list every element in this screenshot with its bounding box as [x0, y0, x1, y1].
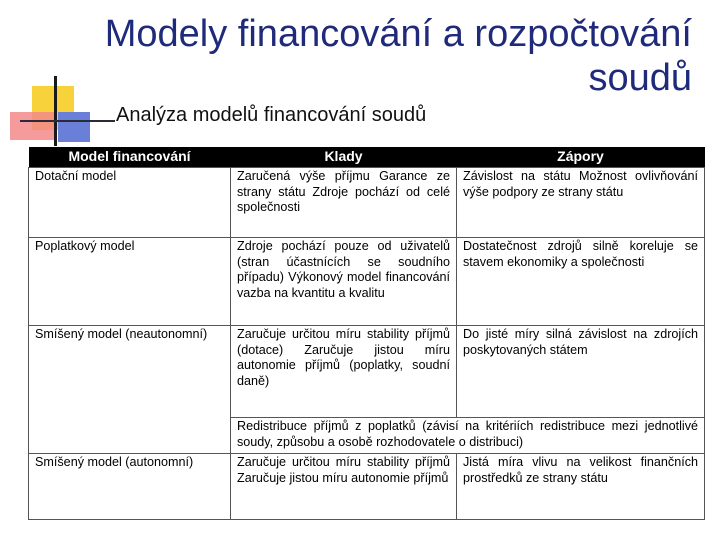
header-klady: Klady [231, 147, 457, 168]
cell-klady: Zdroje pochází pouze od uživatelů (stran účastnících se soudního případu) Výkonový model financování vazba na kvantitu a kvalitu [231, 238, 457, 326]
decor-horizontal-line [20, 120, 115, 122]
cell-model: Smíšený model (autonomní) [29, 454, 231, 520]
table-row [29, 454, 705, 520]
cell-zapory: Závislost na státu Možnost ovlivňování výše podpory ze strany státu [457, 168, 705, 238]
cell-model: Smíšený model (neautonomní) [29, 326, 231, 454]
table-header-row [29, 147, 705, 168]
slide-title: Modely financování a rozpočtování soudů [104, 13, 692, 99]
table-row [29, 326, 705, 418]
cell-klady: Zaručuje určitou míru stability příjmů (dotace) Zaručuje jistou míru autonomie příjmů (poplatky, soudní daně) [231, 326, 457, 418]
cell-zapory: Jistá míra vlivu na velikost finančních prostředků ze strany státu [457, 454, 705, 520]
table-row [29, 238, 705, 326]
cell-merged-redistribution: Redistribuce příjmů z poplatků (závisí na kritériích redistribuce mezi jednotlivé soudy, způsobu a osobě rozhodovatele o distribuci) [231, 418, 705, 454]
decor-blue-square [58, 112, 90, 142]
cell-klady: Zaručená výše příjmu Garance ze strany státu Zdroje pochází od celé společnosti [231, 168, 457, 238]
cell-klady: Zaručuje určitou míru stability příjmů Zaručuje jistou míru autonomie příjmů [231, 454, 457, 520]
cell-zapory: Dostatečnost zdrojů silně koreluje se stavem ekonomiky a společnosti [457, 238, 705, 326]
decor-red-square [10, 112, 54, 140]
header-model: Model financování [29, 147, 231, 168]
slide-subtitle: Analýza modelů financování soudů [116, 104, 427, 126]
header-zapory: Zápory [457, 147, 705, 168]
cell-zapory: Do jisté míry silná závislost na zdrojích poskytovaných státem [457, 326, 705, 418]
financing-models-table [28, 147, 705, 520]
cell-model: Dotační model [29, 168, 231, 238]
cell-model: Poplatkový model [29, 238, 231, 326]
table-row [29, 168, 705, 238]
